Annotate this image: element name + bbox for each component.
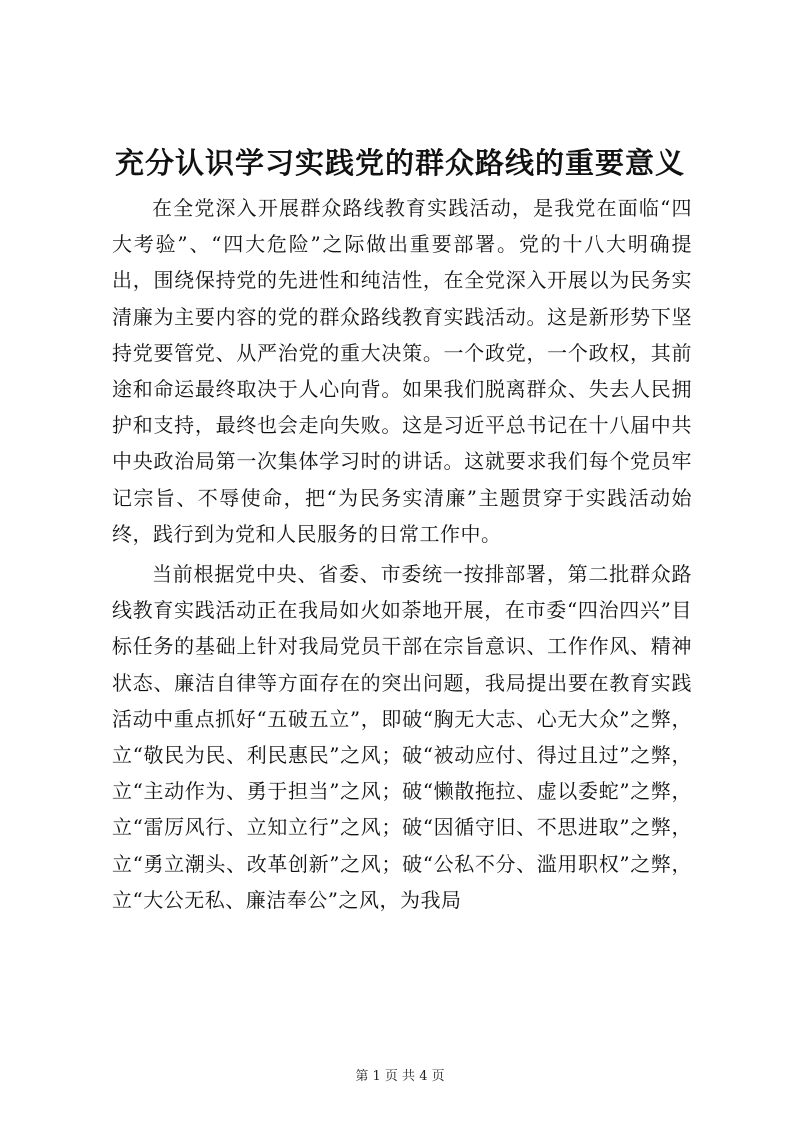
document-body (112, 190, 692, 922)
paragraph-1: 在全党深入开展群众路线教育实践活动，是我党在面临“四大考验”、“四大危险”之际做出重要部署。党的十八大明确提出，围绕保持党的先进性和纯洁性，在全党深入开展以为民务实清廉为主要内容的党的群众路线教育实践活动。这是新形势下坚持党要管党、从严治党的重大决策。一个政党，一个政权，其前途和命运最终取决于人心向背。如果我们脱离群众、失去人民拥护和支持，最终也会走向失败。这是习近平总书记在十八届中共中央政治局第一次集体学习时的讲话。这就要求我们每个党员牢记宗旨、不辱使命，把“为民务实清廉”主题贯穿于实践活动始终，践行到为党和人民服务的日常工作中。 (112, 196, 692, 546)
paragraph-2: 当前根据党中央、省委、市委统一按排部署，第二批群众路线教育实践活动正在我局如火如荼地开展，在市委“四治四兴”目标任务的基础上针对我局党员干部在宗旨意识、工作作风、精神状态、廉洁自律等方面存在的突出问题，我局提出要在教育实践活动中重点抓好“五破五立”，即破“胸无大志、心无大众”之弊，立“敬民为民、利民惠民”之风；破“被动应付、得过且过”之弊，立“主动作为、勇于担当”之风；破“懒散拖拉、虚以委蛇”之弊，立“雷厉风行、立知立行”之风；破“因循守旧、不思进取”之弊，立“勇立潮头、改革创新”之风；破“公私不分、滥用职权”之弊，立“大公无私、廉洁奉公”之风，为我局 (112, 562, 692, 912)
page-footer: 第 1 页 共 4 页 (355, 1069, 445, 1084)
document-title: 充分认识学习实践党的群众路线的重要意义 (114, 146, 685, 180)
